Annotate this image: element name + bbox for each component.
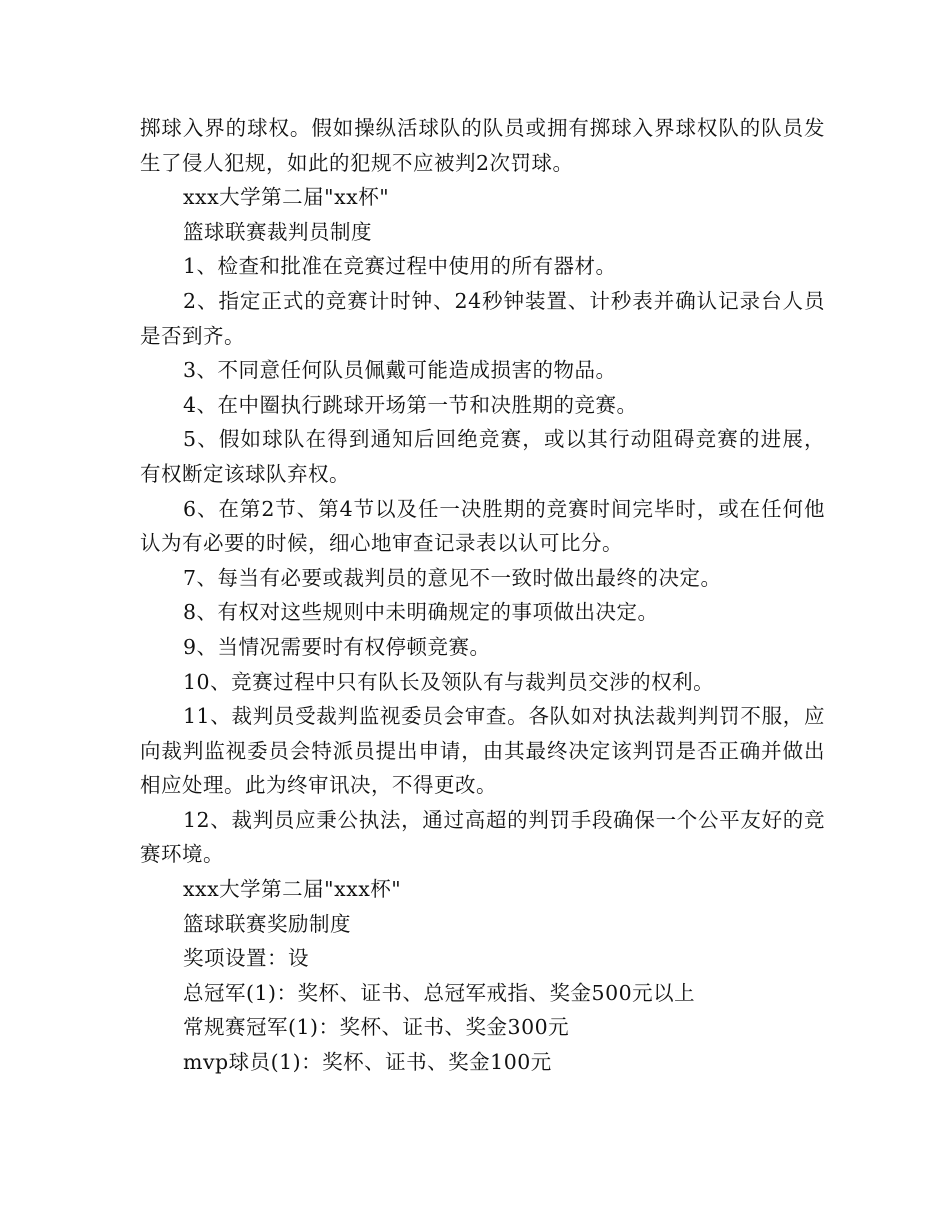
document-body [140,111,825,1080]
rule-item-9: 9、当情况需要时有权停顿竞赛。 [183,634,491,659]
heading-cup-title-awards: xxx大学第二届"xxx杯" [183,877,402,902]
rule-item-8: 8、有权对这些规则中未明确规定的事项做出决定。 [183,600,659,625]
rule-item-2: 2、指定正式的竞赛计时钟、24秒钟装置、计秒表并确认记录台人员是否到齐。 [140,288,825,348]
heading-cup-title-referee: xxx大学第二届"xx杯" [183,185,390,210]
rule-item-3: 3、不同意任何队员佩戴可能造成损害的物品。 [183,358,617,383]
rule-item-7: 7、每当有必要或裁判员的意见不一致时做出最终的决定。 [183,565,722,590]
rule-item-6: 6、在第2节、第4节以及任一决胜期的竞赛时间完毕时，或在任何他认为有必要的时候，细心地审查记录表以认可比分。 [140,496,825,556]
heading-referee-rules: 篮球联赛裁判员制度 [183,219,372,244]
rule-item-4: 4、在中圈执行跳球开场第一节和决胜期的竞赛。 [183,392,638,417]
rule-item-11: 11、裁判员受裁判监视委员会审查。各队如对执法裁判判罚不服，应向裁判监视委员会特派员提出申请，由其最终决定该判罚是否正确并做出相应处理。此为终审讯决，不得更改。 [140,704,825,798]
rule-item-12: 12、裁判员应秉公执法，通过高超的判罚手段确保一个公平友好的竞赛环境。 [140,807,825,867]
heading-award-rules: 篮球联赛奖励制度 [183,911,351,936]
paragraph-throw-in-foul: 掷球入界的球权。假如操纵活球队的队员或拥有掷球入界球权队的队员发生了侵人犯规，如此的犯规不应被判2次罚球。 [140,116,825,175]
rule-item-10: 10、竞赛过程中只有队长及领队有与裁判员交涉的权利。 [183,669,715,694]
award-mvp: mvp球员(1)：奖杯、证书、奖金100元 [183,1050,552,1075]
rule-item-5: 5、假如球队在得到通知后回绝竞赛，或以其行动阻碍竞赛的进展，有权断定该球队弃权。 [140,427,825,486]
award-regular-season: 常规赛冠军(1)：奖杯、证书、奖金300元 [183,1015,570,1040]
award-setup-line: 奖项设置：设 [183,946,309,971]
award-champion: 总冠军(1)：奖杯、证书、总冠军戒指、奖金500元以上 [183,980,696,1005]
rule-item-1: 1、检查和批准在竞赛过程中使用的所有器材。 [183,254,617,279]
